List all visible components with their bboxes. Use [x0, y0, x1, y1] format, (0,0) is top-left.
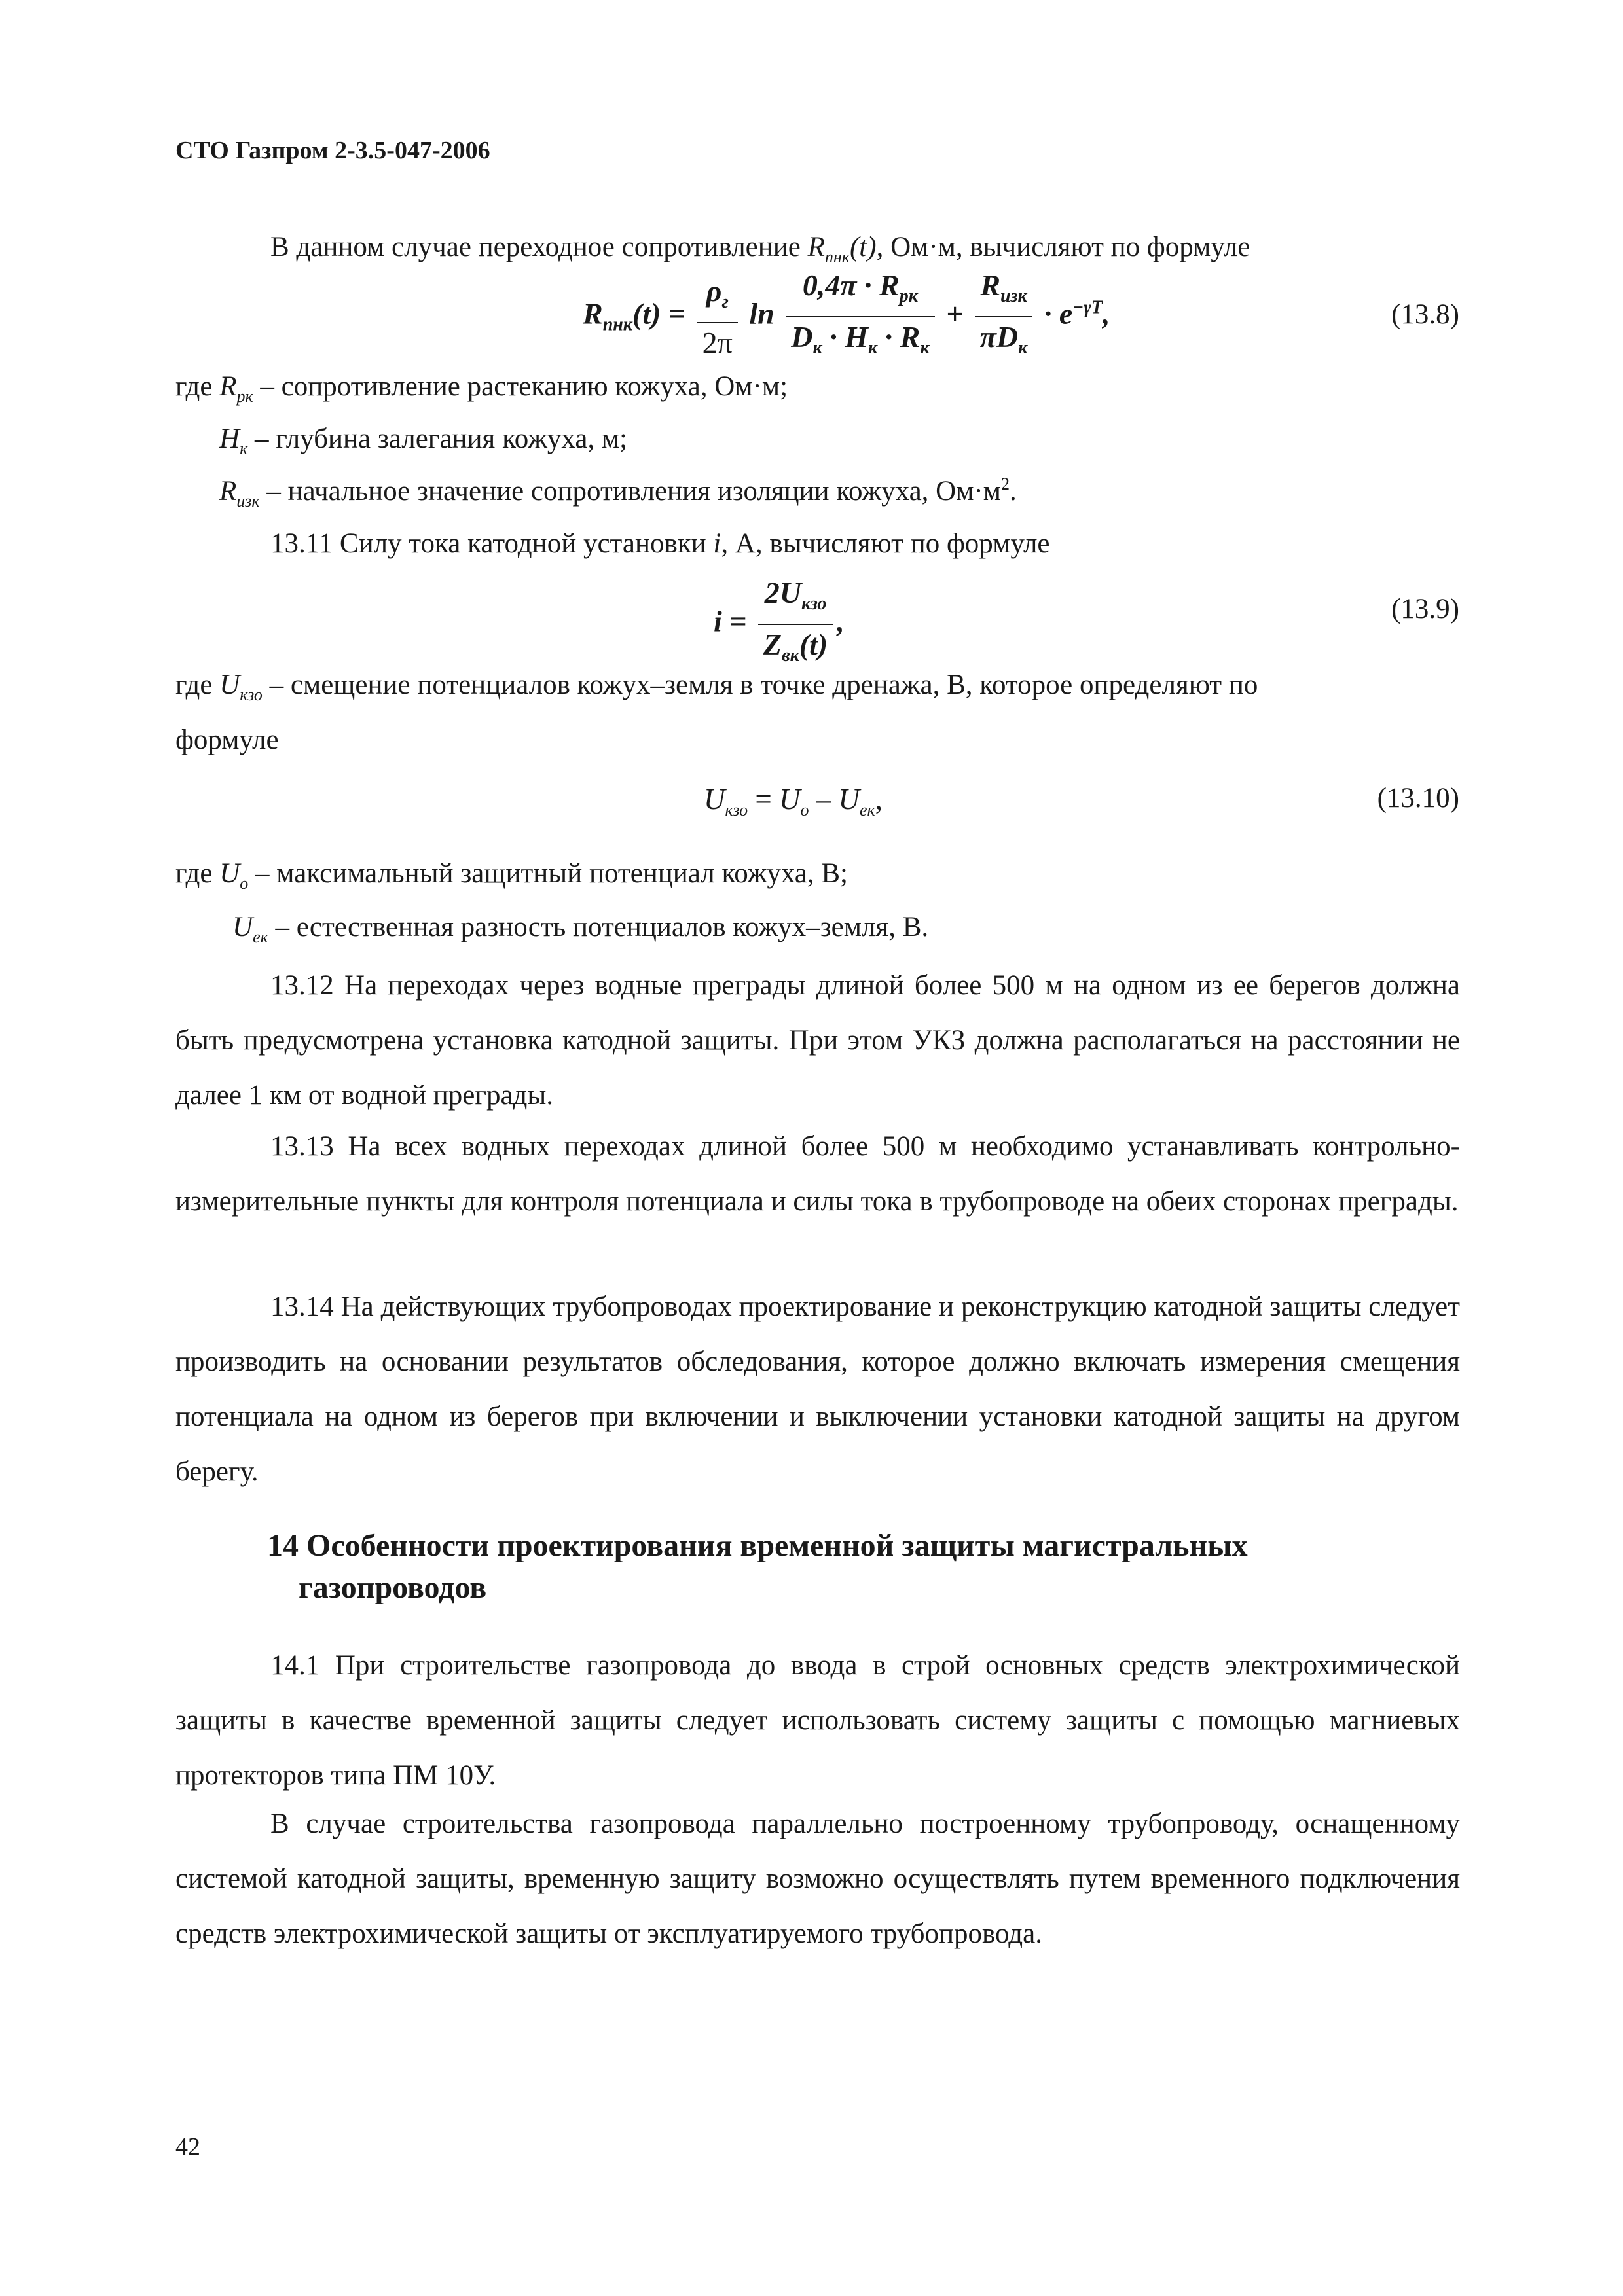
formula-13-9: i = $\frac{2U_{кзо}}{Z_{вк}(t)}$ ,	[714, 576, 845, 666]
paragraph-14-1: 14.1 При строительстве газопровода до ввода в строй основных средств электрохимической защиты в качестве временной защиты следует использовать систему защиты с помощью магниевых протекторов типа ПМ 10У.	[175, 1650, 1460, 1791]
equation-number-13-8: (13.8)	[1391, 299, 1459, 330]
where-line: где $R_{рк}$ – сопротивление растеканию кожуха, Ом·м;	[175, 371, 788, 406]
where-line: $U_{ек}$ – естественная разность потенциалов кожух–земля, В.	[232, 912, 929, 946]
formula-13-10: $U_{кзо} = U_о - U_{ек}$,	[704, 783, 883, 819]
where-paragraph-13-9: где $U_{кзо}$ – смещение потенциалов кожух–земля в точке дренажа, В, которое определяют по формуле	[175, 670, 1258, 755]
paragraph-13-14: 13.14 На действующих трубопроводах проектирование и реконструкцию катодной защиты следует производить на основании результатов обследования, которое должно включать измерения смещения потенциала на одном из берегов при включении и выключении установки катодной защиты на другом берегу.	[175, 1291, 1460, 1487]
paragraph-13-11: 13.11 Силу тока катодной установки i, А, вычисляют по формуле	[270, 528, 1050, 559]
equation-number-13-9: (13.9)	[1391, 594, 1459, 624]
equation-number-13-10: (13.10)	[1377, 783, 1459, 814]
where-line: $H_к$ – глубина залегания кожуха, м;	[219, 423, 628, 458]
page-number: 42	[175, 2133, 200, 2161]
where-line: где $U_о$ – максимальный защитный потенциал кожуха, В;	[175, 858, 848, 893]
paragraph-14-2: В случае строительства газопровода параллельно построенному трубопроводу, оснащенному системой катодной защиты, временную защиту возможно осуществлять путем временного подключения средств электрохимической защиты от эксплуатируемого трубопровода.	[175, 1808, 1460, 1949]
paragraph-13-13: 13.13 На всех водных переходах длиной более 500 м необходимо устанавливать контрольно-измерительные пункты для контроля потенциала и силы тока в трубопроводе на обеих сторонах преграды.	[175, 1131, 1460, 1217]
section-heading-14: 14 Особенности проектирования временной защиты магистральных газопроводов	[267, 1528, 1248, 1605]
formula-13-8: $R_{пнк}(t)$ = $\frac{\rho_г}{2\pi}$ ln $\frac{0,4\pi \cdot R_{рк}}{D_к \cdot H_к \cdot R_к}$ + $\frac{R_{изк}}{\pi D_к}$ · $e^{-\gamma T}$,	[583, 268, 1110, 359]
document-header: СТО Газпром 2-3.5-047-2006	[175, 137, 490, 164]
where-line: $R_{изк}$ – начальное значение сопротивления изоляции кожуха, $Ом\cdot м^2$.	[219, 475, 1017, 511]
intro-paragraph: В данном случае переходное сопротивление $R_{пнк}(t)$, Ом·м, вычисляют по формуле	[270, 232, 1250, 266]
paragraph-13-12: 13.12 На переходах через водные преграды длиной более 500 м на одном из ее берегов должна быть предусмотрена установка катодной защиты. При этом УКЗ должна располагаться на расстоянии не далее 1 км от водной преграды.	[175, 970, 1460, 1111]
